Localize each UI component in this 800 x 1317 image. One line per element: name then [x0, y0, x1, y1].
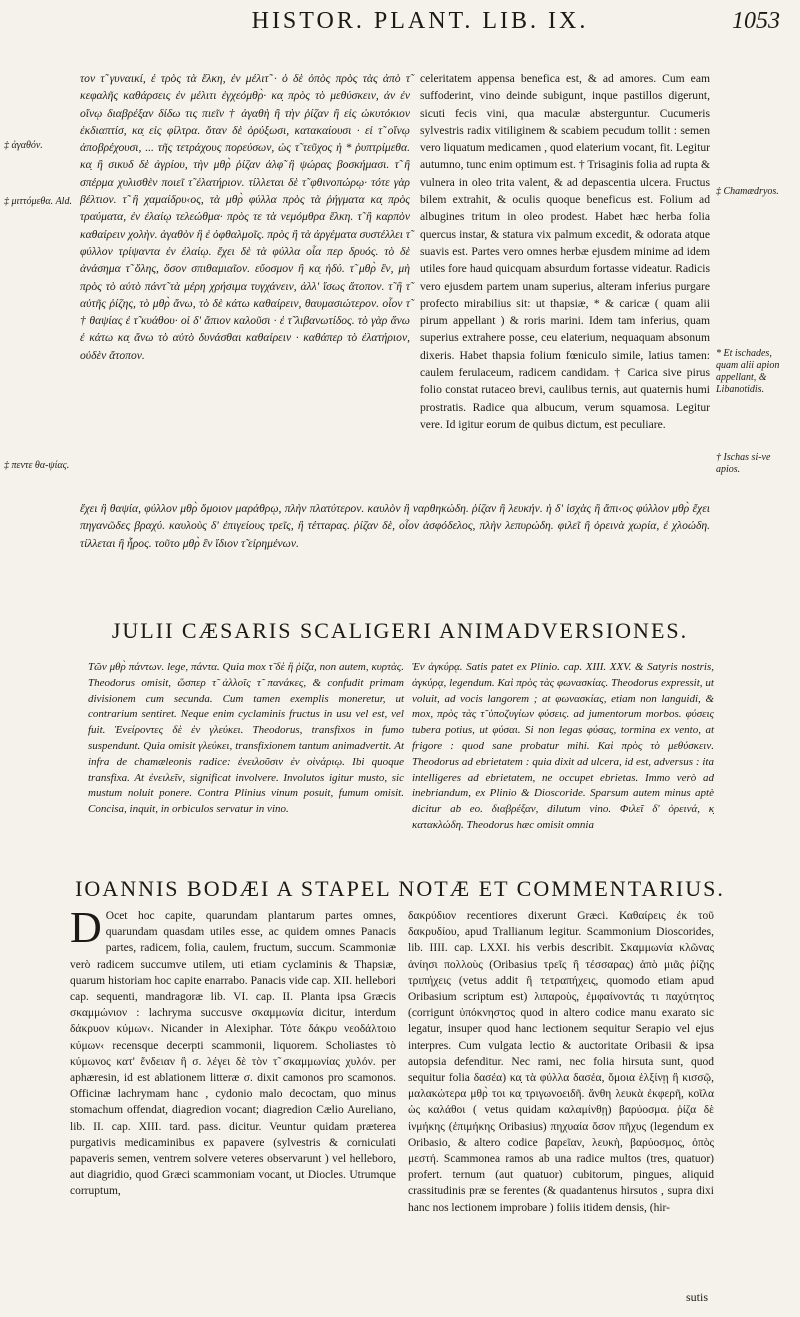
- greek-column: [80, 70, 410, 364]
- scaliger-right-text: Ἐν ἀγκύρᾳ. Satis patet ex Plinio. cap. XIII. XXV. & Satyris nostris, ἀγκύρᾳ, legendum. Καὶ πρὸς τὰς φωνασκίας. Theodorus expressit, ut voluit, ad vocis langorem ; at φωνασκίας, etiam non languidi, & mox, πρὸς τὰς τ̃ ὑποζυγίων φύσεις. ad jumentorum morbos. φύσεις tubera potius, ut φύσαι. Si non legas φύσας, tormina ex vento, at frigore : quod sane probatur mihi. Καὶ πρὸς τὸ μεθύσκειν. Theodorus ad ebrietatem : quia dixit ad ulcera, id est, adversus : ita intelligeres ad ebrietatem, ne occupet ebrietas. Immo verò ad inebriandum, ex Plinio & Dioscoride. Sparsum autem minus aptè dicitur ab eo. διαβρέξαν, dilutum vino. Φιλεῖ δ' ὀρεινά, κ̣ κατακλώδη. Theodorus hæc omisit omnia: [412, 661, 714, 831]
- scaliger-left-column: [88, 660, 404, 818]
- bodaeus-left-text: Ocet hoc capite, quarundam plantarum partes omnes, quarundam quasdam utiles esse, ac quidem omnes Panacis partes, radicem, folia, caulem, fructum, succum. Scammoniæ verò radicem succumve utilem, uti etiam cyclaminis & Thapsiæ, quarum historiam hoc capite enarrabo. Panacis vide cap. XII. hellebori cap. sequenti, mandragoræ lib. VI. cap. II. Planta ipsa Græcis σκαμμώνιον : lachryma succusve σκαμμωνία dicitur, interdum δάκρυον κύμων‹. Nicander in Alexiphar. Τότε δάκρυ νεοδάλτοιο κύμων‹ recensque decerpti scammonii, liquorem. Scholiastes τὸ κύμωνος κατ' ἔνδειαν ἢ σ. λέγει δὲ τὸν τ̃ σκαμμωνίας χυλόν. per aphæresin, id est ablationem litteræ σ. dixit camonos pro scamonos. Officinæ lachrymam hanc , cydonio malo decoctam, quo minus stomachum offendat, diagredion vocant; diagredion Cælio Aureliano, lib. II. cap. XIII. tard. pass. dicitur. Veuntur quidam præterea purgativis medicaminibus ex papavere (sylvestris & corniculati papaveris semen, ventrem solvere veteres observarunt ) vel helleboro, aut diagridio, quod Græci scammoniam vocant, ut Diocles. Utrumque corruptum,: [70, 910, 396, 1198]
- greek-continuation-text: ἔχει ἢ θαψία, φύλλον μθρ̀ ὅμοιον μαράθρῳ, πλὴν πλατύτερον. καυλὸν ἢ ναρθηκώδη. ῥίζαν ἢ λευκήν. ἡ δ' ἰσχὰς ἢ ἄπι‹ος φύλλον μθρ̀ ἔχει πηγανῶδες βραχύ. καυλοὺς δ' ἐπιγείους τρεῖς, ἢ τέτταρας. ῥίζαν δὲ, οἷον ἀσφόδελος, πλὴν λεπυρώδη. φιλεῖ ἢ ὀρεινὰ χωρία, ἐ χλοώδη. τίλλεται ἢ ἦρος. τοῦτο μθρ̀ ἓν ἴδιον τ̃ εἰρημένων.: [80, 502, 710, 550]
- bodaeus-right-text: δακρύδιον recentiores dixerunt Græci. Καθαίρεις ἐκ τοῦ δακρυδίου, apud Trallianum legitur. Scammonium Dioscorides, lib. IIII. cap. LXXI. his verbis describit. Σκαμμωνία κλῶνας ἀνίησι πολλοὺς (Oribasius τρεῖς ἢ τέσσαρας) ἀπὸ μιᾶς ῥίζης τριπήχεις (vetus addit ἢ τετραπήχεις, quomodo etiam apud Oribasium scriptum est) λιπαροὺς, ἐμφαίνοντάς τι παχύτητος (corrigunt ὑπόκνηστος quod in altero codice manu exarato sic legatur, insuper quod hanc lectionem sequitur Serapio vel ejus interpres. Cum vulgata lectio & auctoritate Oribasii & ipsa autopsia defenditur. Nec rami, nec folia hirsuta sunt, quod sequitur folia δασέα) κα̣ τὰ φύλλα δασέα, ὅμοια ἑλξίνῃ ἢ κισσῷ, μαλακώτερα μθρ̀ τοι κα̣ τριγωνοειδῆ. ἄνθη λευκὰ ἐκφερῆ, κοῖλα ὡς καλάθοι ( vetus quidam καλαμίνθῃ) βαρύοσμα. ῥίζα δὲ ἰνμήκης (ἐπιμήκης Oribasius) πηχυαία ὅσον πῆχυς (legendum ex Oribasio, & altero codice βαρεῖαν, λευκὴ, βαρύοσμος, ὀπὸς μεστή. Scammonea ramos ab una radice multos (tres, quatuor) profert. ternum (aut quatuor) cubitorum, pingues, aliquid crassitudinis præ se ferentes (& quadantenus hirsutos , supra dixi hanc nos lectionem improbare ) foliis itidem densis, (hir-: [408, 910, 714, 1214]
- latin-text: celeritatem appensa beneficа est, & ad amores. Cum eam suffoderint, vino deinde subigunt, inque pastillos digerunt, sicuti fecis vini, qua maculæ absterguntur. Cucumeris sylvestris radix vitiliginem & scabiem pecudum tollit : semen vero liquatum medicamen , quod elaterium vocant, fit. Legitur autumno, tunc enim optimum est. † Trisaginis folia ad rupta & vulnera in oleo trita valent, & ad depascentia ulcera. Fructus bilem extrahit, & oculis quoque beneficus est. Folium ad albugines tritum in oleo prodest. Habet hæc herba folia quercus instar, & statura vix palmum excedit, & odorata atque suavis est. Partes vero omnes herbæ ejusdem minime ad idem utiles fore haud quicquam absurdum fortasse videatur. Radicis vero ejusdem partem unam superius, alteram inferius purgare profecto mirabilius sit: ut thapsiæ, * & caricæ ( quam alii pirum appellant ) & roris marini. Idem tam inferius, quam superius extrahere posse, ceu elaterium, nequaquam absonum dixeris. Habet thapsia folium fœniculo simile, latius tamen: caulem ferulaceum, radicem candidam. † Carica sive pirus folio constat rutaceo brevi, caulibus ternis, aut quaternis humi prostratis. Radice qua albucum, verum squamosa. Legitur vere. Id igitur eorum de quibus dictum, est peculiare.: [420, 72, 710, 431]
- bodaeus-left-column: [70, 903, 396, 1200]
- margin-note-left-3: ‡ πεντε θα-ψίας.: [4, 460, 70, 471]
- bodaeus-heading: IOANNIS BODÆI A STAPEL NOTÆ ET COMMENTARIUS.: [75, 876, 725, 901]
- greek-text: τον τ̃ γυναικί, ἐ τρὸς τὰ ἕλκη, ἐν μέλιτ̃ · ὁ δὲ ὀπὸς πρὸς τὰς ἀπὸ τ̃ κεφαλῆς καθάρσεις ἐν μέλιτι ἐγχεόμθρ̀· κα̣ πρὸς τὸ μεθύσκειν, ἀν ἐν οἴνῳ διαβρέξαν δίδω τις πιεῖν † ἀγαθὴ ἢ τὴν ῥίζαν ἢ εἰς ὠκυτόκιον ἐκδιαπτίσ, κα̣ εἰς φίλτρα. ὅταν δὲ ὀρύξωσι, κατακαίουσι · εἰ τ̃ οἴνῳ ἀποβρέχουσι, ... τῆς τετράχους πορεύσων, ὡς τ̃ τεῦχος ἡ * ῥυπτρίμεθα. κα̣ ἢ σικυδ δὲ ἀγρίου, τὴν μθρ̀ ῥίζαν ἀλφ̃ ἢ ψώρας βοσκήμασι. τ̃ ἢ σπέρμα χυλισθὲν ποιεῖ τ̃ ἐλατήριον. τίλλεται δὲ τ̃ φθινοπώρῳ· τότε γὰρ βέλτιον. τ̃ ἢ χαμαίδρυ‹ος, τὰ μθρ̀ φύλλα πρὸς τὰ ῥήγματα κα̣ πρὸς τραύματα, ἐν ἐλαίῳ τελεώθμα· πρὸς τε τὰ νεμόμθρα ἕλκη. τ̃ ἢ καρπὸν καθαίρειν χολὴν. ἀγαθὸν ἢ ἐ ὀφθαλμοῖς. πρὸς ἢ τὰ ἀργέματα συστέλλει τ̃ φύλλον τρίψαντα ἐν ἐλαίῳ. ἔχει δὲ τὰ φύλλα οἷα περ δρυός. τὸ δὲ ἀνάσημα τ̃ ὅλης, ὅσον σπιθαμιαῖον. εὔοσμον ἢ κα̣ ἡδύ. τ̃ μθρ̀ ἓν, μὴ πρὸς τὸ αὐτὸ πάντ̃ τὰ μέρη χρήσιμα τυγχάνειν, ἀλλ' ἴσως ἄτοπον. τ̃ ἢ τ̃ αὐτῆς ῥίζης, τὸ μθρ̀ ἄνω, τὸ δὲ κάτω καθαίρειν, θαυμασιώτερον. οἷον τ̃ † θαψίας ἐ τ̃ κυάθου· οἱ δ' ἄπιον καλοῦσι · ἐ τ̃ λιβανωτίδος. τὸ γὰρ ἄνω ἐ κάτω κα̣ ἄνω τὸ αὐτὸ δυνάσθαι καθαίρειν · καθάπερ τὸ ἐλατήριον, οὐδὲν ἄτοπον.: [80, 72, 410, 362]
- scaliger-right-column: [412, 660, 714, 834]
- running-title: HISTOR. PLANT. LIB. IX.: [251, 8, 589, 34]
- margin-note-right-3: † Ischas si-ve apios.: [716, 452, 771, 475]
- latin-column: [420, 70, 710, 433]
- scaliger-heading: JULII CÆSARIS SCALIGERI ANIMADVERSIONES.: [111, 618, 689, 643]
- page-number: 1053: [732, 8, 780, 34]
- greek-continuation: [80, 500, 710, 552]
- margin-note-right-1: ‡ Chamædryos.: [716, 186, 779, 197]
- scaliger-left-text: Τῶν μθρ̀ πάντων. lege, πάντα. Quia mox τ̃ δὲ ἢ ῥίζα, non autem, κυρτὰς. Theodorus omisit, ὥσπερ τ̃ ἀλλοῖς τ̃ πανάκες, & confudit primam divisionem cum secunda. Cum tamen exemplis moneretur, ut contrarium sentiret. Neque enim cyclaminis fructus in usu vel est, vel fuit. Ἐνείροντες δὲ ἐν γλεύκει. Theodorus, transfixos in fumo suspendunt. Quia omisit γλεύκει, transfixionem tantum animadvertit. At infra de chamæleonis radice: ἐνειλοῦσιν ἐν οἰνάριῳ. Ibi quoque transfixa. At ἐνειλεῖν, significat involvere. Involutos igitur musto, sic mustum noluit ponere. Contra Plinius vinum posuit, fumum omisit. Concisa, inquit, in orbiculos servatur in vino.: [88, 661, 404, 816]
- margin-note-left-1: ‡ ἀγαθόν.: [4, 140, 43, 151]
- margin-note-right-2: * Et ischades, quam alii apion appellant, & Libanotidis.: [716, 348, 780, 395]
- drop-cap: D: [70, 903, 102, 952]
- bodaeus-right-column: [408, 908, 714, 1216]
- margin-note-left-2: ‡ μιττόμεθα. Ald.: [4, 196, 72, 207]
- catchword: sutis: [685, 1290, 708, 1304]
